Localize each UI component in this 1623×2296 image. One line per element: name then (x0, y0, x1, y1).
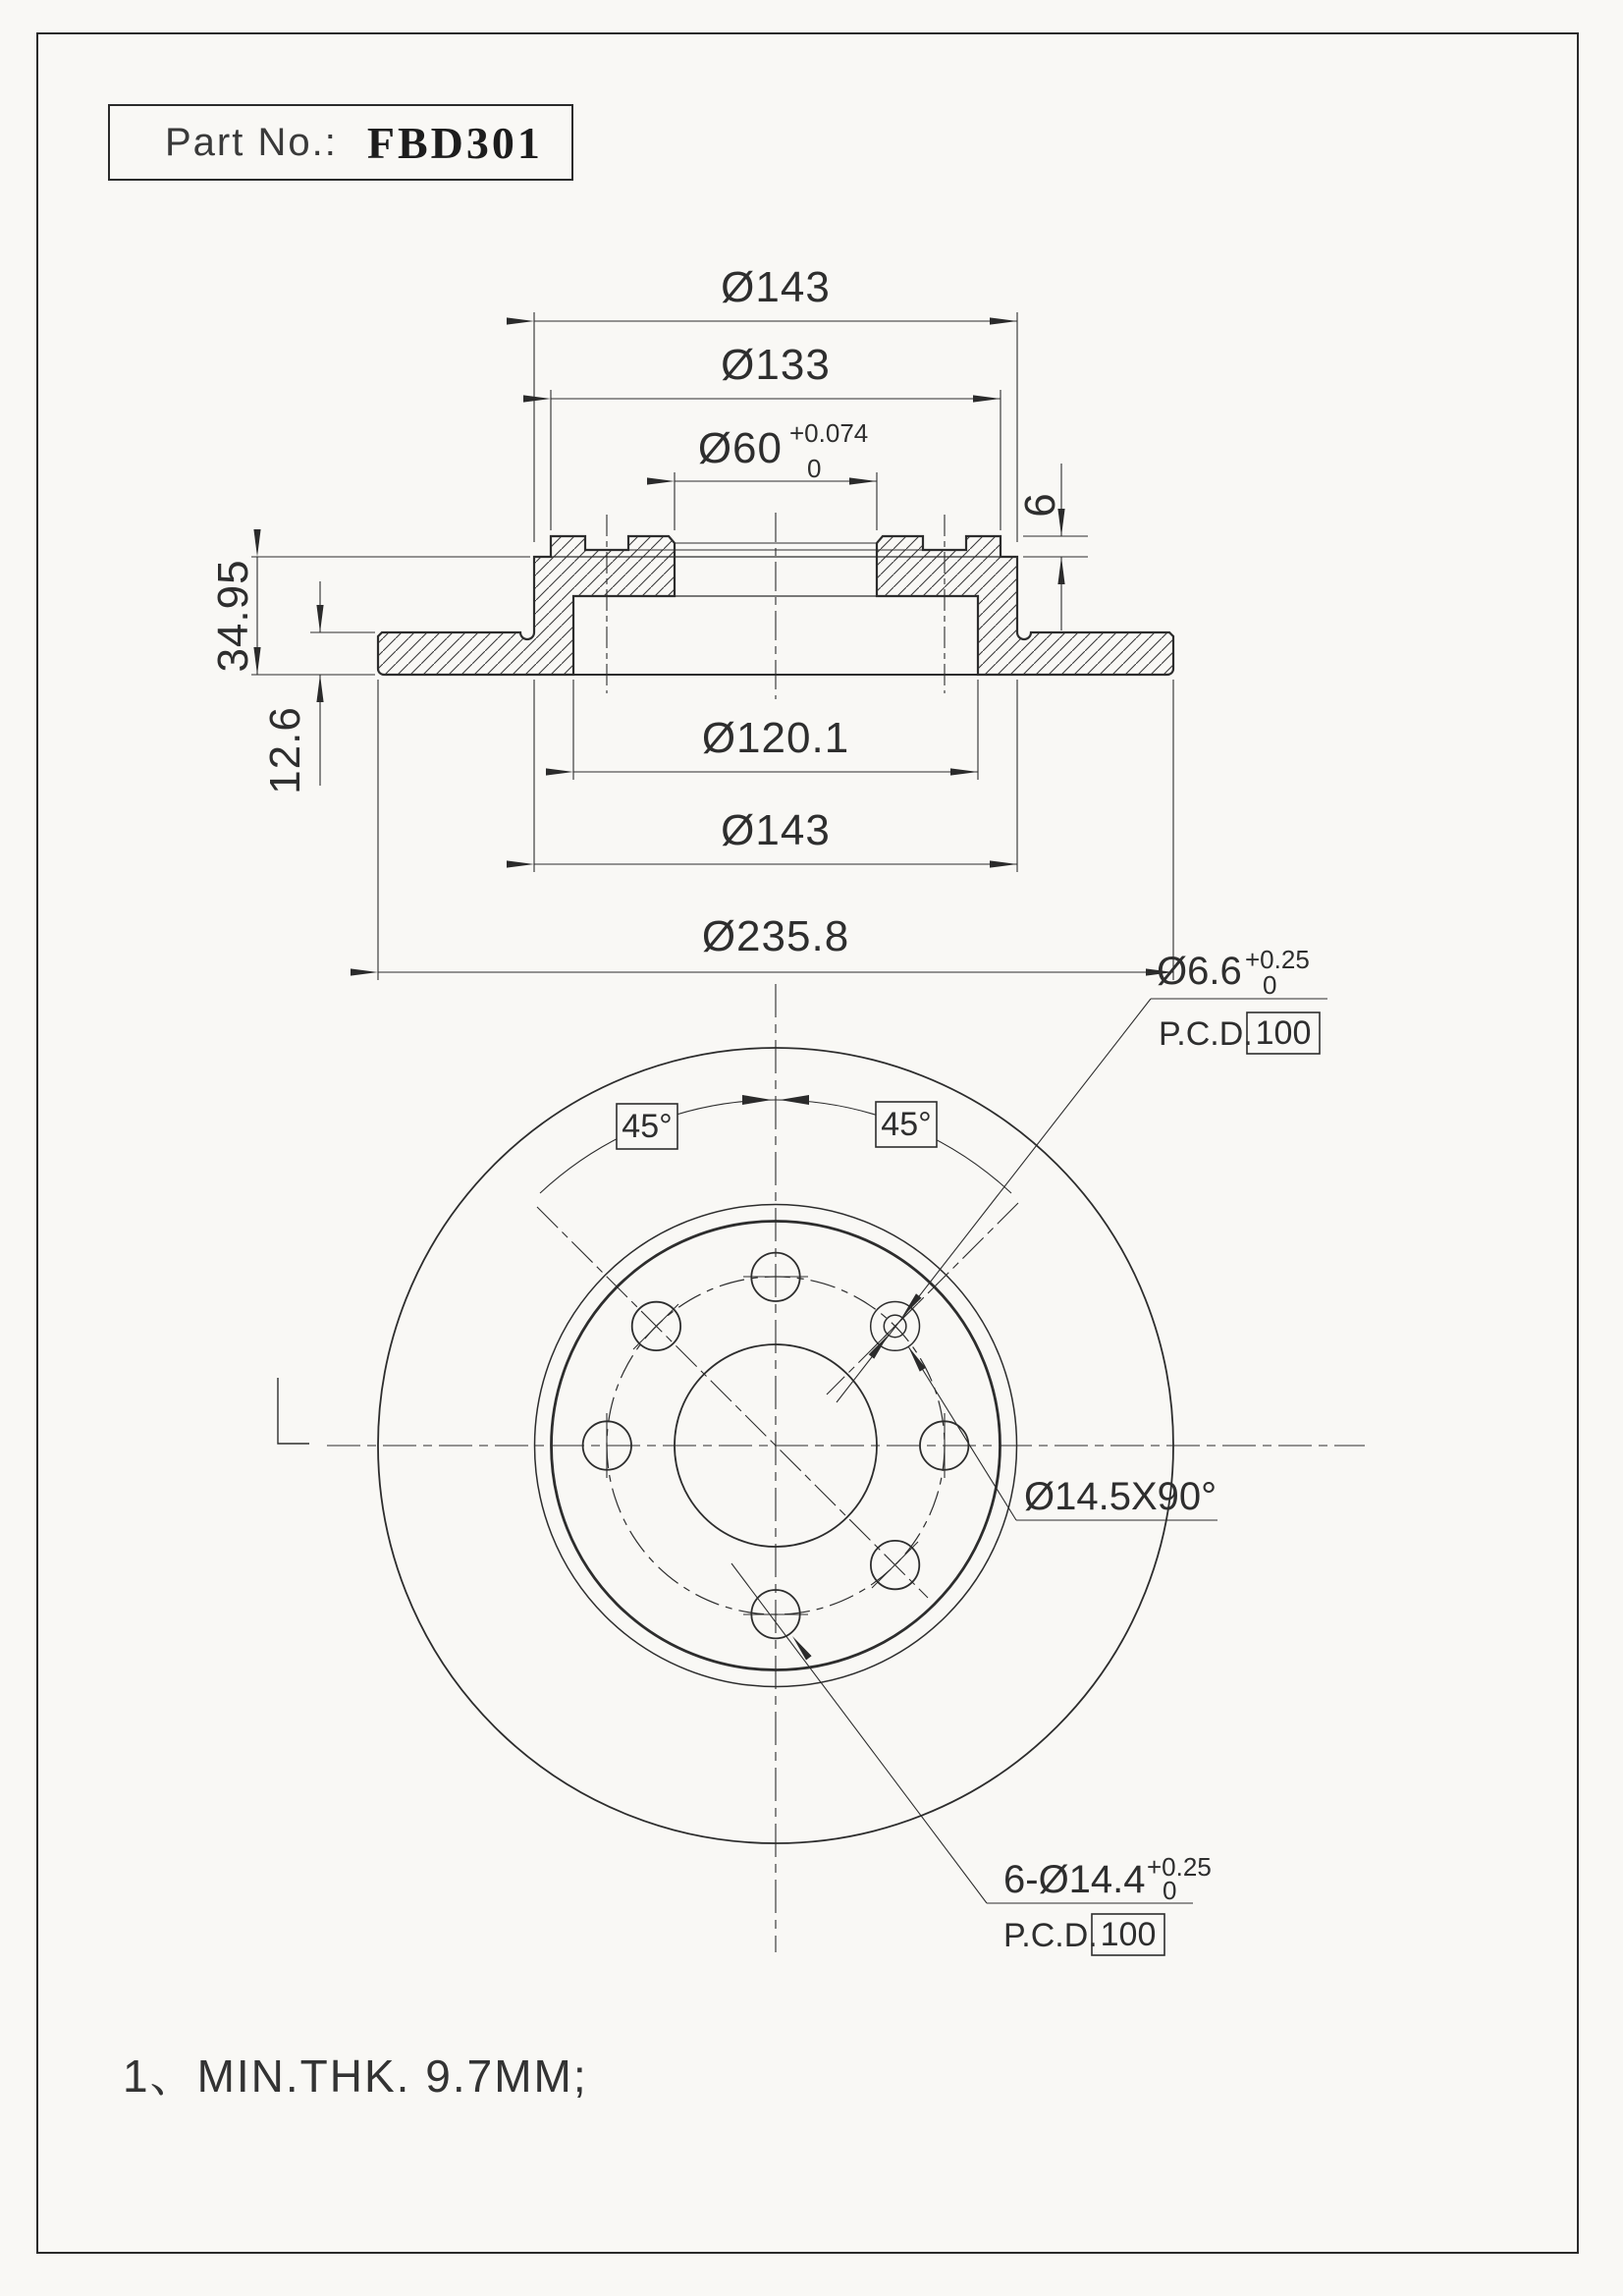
dim-text-bore: Ø60 (697, 424, 783, 472)
dim-text-total-height: 34.95 (209, 559, 257, 673)
section-view (209, 263, 1173, 980)
part-no-value: FBD301 (366, 117, 543, 168)
dim-text-top-face: Ø133 (721, 341, 831, 389)
dim-text-top-outer: Ø143 (721, 263, 831, 311)
pilot-tol-lower: 0 (1263, 970, 1277, 1000)
front-view (278, 945, 1365, 1955)
bolt-tol-upper: +0.25 (1147, 1852, 1212, 1882)
pilot-pcd-value: 100 (1255, 1014, 1312, 1052)
pilot-dim-text: Ø6.6 (1157, 950, 1242, 993)
bolt-holes-callout (731, 1563, 1212, 1955)
pilot-tol-upper: +0.25 (1245, 945, 1310, 974)
bolt-pcd-value: 100 (1100, 1916, 1157, 1953)
pilot-arrow-lower (869, 1335, 889, 1358)
dim-text-outer-diameter: Ø235.8 (701, 912, 850, 960)
datum-corner-mark (278, 1378, 309, 1444)
dim-text-disc-thickness: 12.6 (261, 706, 309, 794)
angle-arrow-left (742, 1095, 772, 1105)
dim-text-step-height: 6 (1016, 492, 1064, 518)
diagonal-centerline-45 (827, 1203, 1018, 1394)
dim-text-hat-outer: Ø143 (721, 806, 831, 854)
part-no-label: Part No.: (165, 120, 338, 164)
bolt-dim-text: 6-Ø14.4 (1003, 1858, 1146, 1901)
dim-text-hat-inner: Ø120.1 (701, 714, 850, 762)
countersink-callout (908, 1346, 1217, 1520)
dim-text-bore-tol-upper: +0.074 (789, 418, 869, 448)
bolt-pcd-label: P.C.D. (1003, 1917, 1098, 1954)
pilot-arrow-upper (902, 1293, 922, 1317)
bolt-tol-lower: 0 (1163, 1876, 1177, 1905)
angle-text-right: 45° (881, 1106, 932, 1143)
angle-text-left: 45° (622, 1108, 673, 1145)
countersink-text: Ø14.5X90° (1024, 1475, 1217, 1518)
dim-text-bore-tol-lower: 0 (807, 454, 822, 483)
front-centerlines (278, 984, 1365, 1952)
diagonal-centerline-135 (537, 1207, 928, 1598)
section-dimension-texts (209, 263, 1064, 960)
pilot-hole-callout (837, 945, 1327, 1402)
pilot-pcd-label: P.C.D. (1159, 1015, 1253, 1053)
angle-arrow-right (780, 1095, 809, 1105)
min-thickness-note: 1、MIN.THK. 9.7MM; (123, 2050, 588, 2102)
